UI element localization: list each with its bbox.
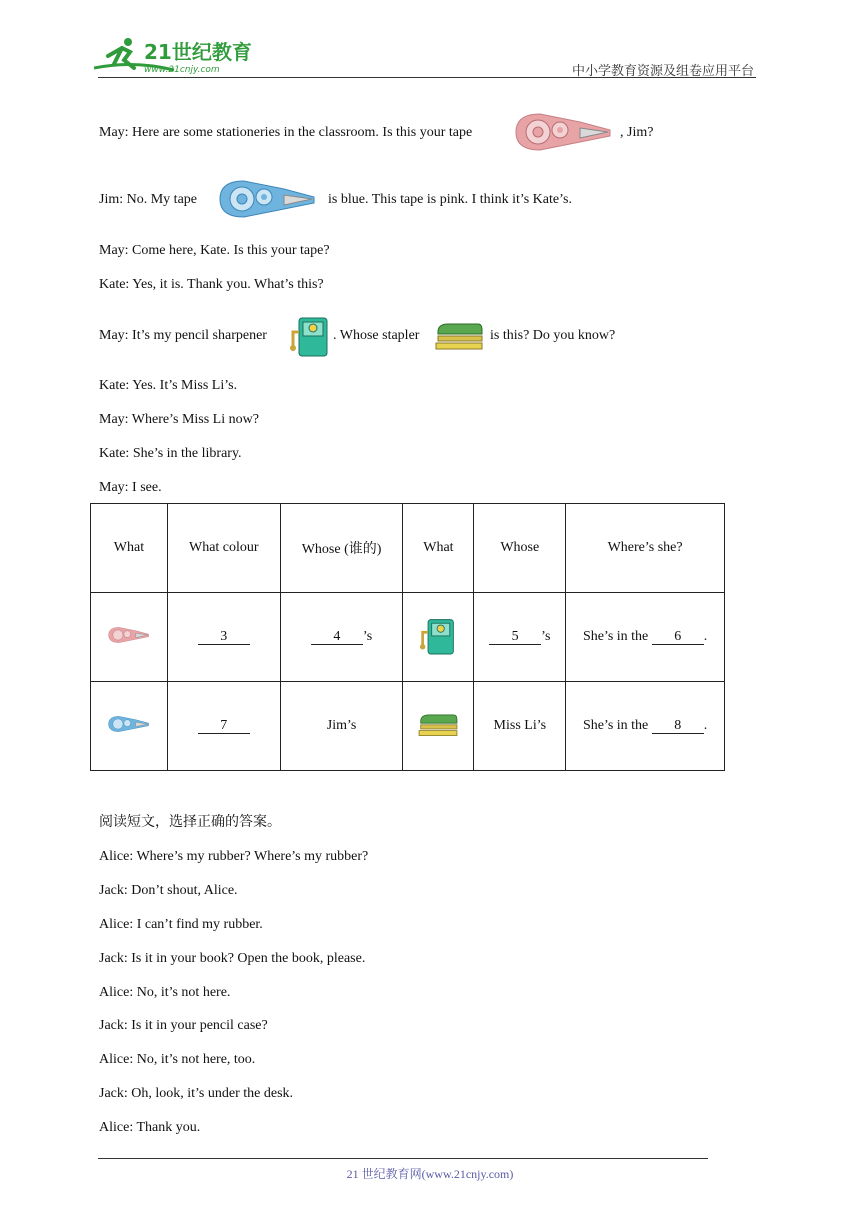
table-cell [167,593,280,682]
dialogue-line-4: Kate: Yes, it is. Thank you. What’s this? [99,277,324,292]
header-cell: What colour [167,504,280,593]
header-divider [98,77,756,78]
table-cell: Jim’s [280,682,403,771]
table-cell [566,593,725,682]
dialogue-line-7: May: Where’s Miss Li now? [99,412,259,427]
blank-6[interactable]: 6 [652,630,704,645]
dialogue-line: Jack: Oh, look, it’s under the desk. [99,1086,294,1101]
blank-5[interactable]: 5 [489,630,541,645]
blank-7[interactable]: 7 [198,719,250,734]
table-cell [403,593,474,682]
dialogue-line-6: Kate: Yes. It’s Miss Li’s. [99,378,238,393]
dialogue-line-5: May: It’s my pencil sharpener [99,328,267,343]
header-cell: Where’s she? [566,504,725,593]
dialogue-line: Jack: Don’t shout, Alice. [99,883,238,898]
suffix: ’s [541,629,551,644]
table-cell [91,682,168,771]
table-cell [167,682,280,771]
logo [94,34,264,76]
logo-title: 21世纪教育 [144,40,252,64]
header-cell: Whose [474,504,566,593]
answer-table [90,503,725,771]
blank-3[interactable]: 3 [198,630,250,645]
dialogue-line: Jack: Is it in your pencil case? [99,1018,268,1033]
logo-url: www.21cnjy.com [144,65,220,75]
dialogue-line-3: May: Come here, Kate. Is this your tape? [99,243,330,258]
where-prefix: She’s in the [582,718,649,733]
dialogue-line-5-mid: . Whose stapler [333,328,420,343]
table-cell [280,593,403,682]
stapler-icon [434,318,484,352]
dialogue-line-8: Kate: She’s in the library. [99,446,242,461]
suffix: . [703,629,708,644]
pencil-sharpener-icon [289,312,331,358]
pink-tape-icon [106,625,152,645]
table-row [91,593,725,682]
table-cell [474,593,566,682]
blue-tape-icon [214,177,322,221]
pencil-sharpener-icon [419,614,457,656]
footer-divider [98,1158,708,1159]
suffix: ’s [362,629,373,644]
table-cell [403,682,474,771]
table-header-row [91,504,725,593]
header-cell: What [403,504,474,593]
dialogue-line: Alice: I can’t find my rubber. [99,917,263,932]
footer-text: 21 世纪教育网(www.21cnjy.com) [346,1167,514,1181]
dialogue-line: Alice: No, it’s not here. [99,985,231,1000]
dialogue-line: Jack: Is it in your book? Open the book, please. [99,951,366,966]
header-cell: What [91,504,168,593]
dialogue-line-9: May: I see. [99,480,162,495]
blank-8[interactable]: 8 [652,719,704,734]
section-instruction: 阅读短文，选择正确的答案。 [99,815,281,830]
stapler-icon [417,710,459,738]
blank-4[interactable]: 4 [311,630,363,645]
dialogue-line: Alice: Where’s my rubber? Where’s my rubber? [99,849,369,864]
where-prefix: She’s in the [582,629,649,644]
table-cell [91,593,168,682]
dialogue-line-2: Jim: No. My tape [99,192,197,207]
suffix: . [703,718,708,733]
header-cell: Whose (谁的) [280,504,403,593]
dialogue-line-5-end: is this? Do you know? [490,328,616,343]
table-cell: Miss Li’s [474,682,566,771]
table-row [91,682,725,771]
table-cell [566,682,725,771]
pink-tape-icon [510,110,618,154]
dialogue-line-1-end: , Jim? [620,125,654,140]
dialogue-line: Alice: No, it’s not here, too. [99,1052,256,1067]
dialogue-line-2-end: is blue. This tape is pink. I think it’s Kate’s. [328,192,572,207]
dialogue-line-1: May: Here are some stationeries in the classroom. Is this your tape [99,125,473,140]
dialogue-line: Alice: Thank you. [99,1120,201,1135]
blue-tape-icon [106,714,152,734]
platform-title: 中小学教育资源及组卷应用平台 [571,64,754,79]
